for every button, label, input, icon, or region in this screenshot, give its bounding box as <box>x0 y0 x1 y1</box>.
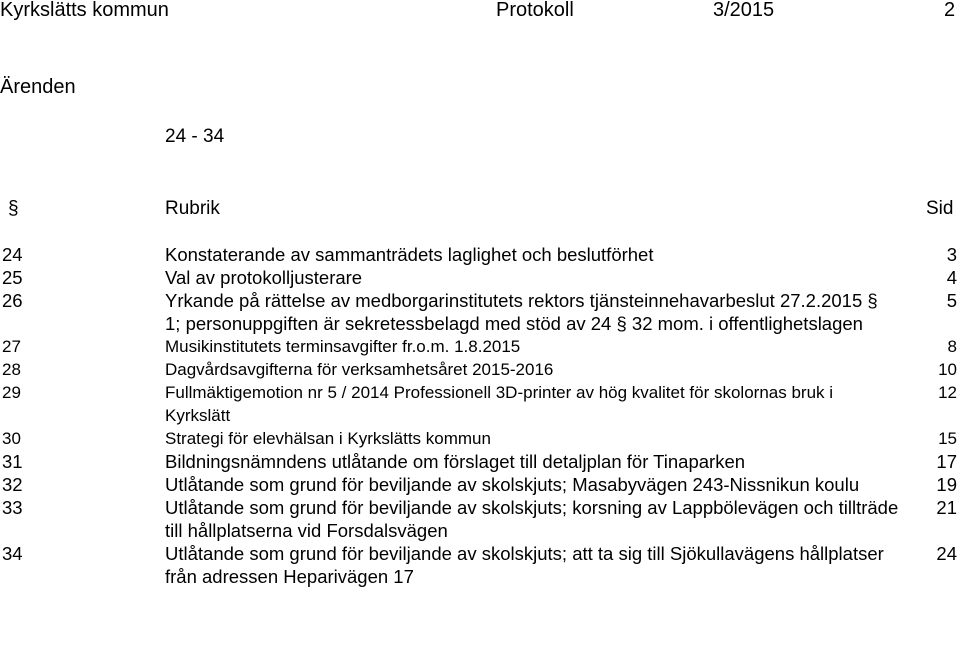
agenda-item-30[interactable] <box>0 427 960 450</box>
agenda-item-33[interactable] <box>0 496 960 542</box>
agenda-item-32[interactable] <box>0 473 960 496</box>
agenda-item-24[interactable] <box>0 243 960 266</box>
item-page: 17 <box>936 451 957 472</box>
item-number: 29 <box>2 383 21 402</box>
section-symbol-heading: § <box>8 198 19 219</box>
item-page: 10 <box>938 360 957 379</box>
municipality-name: Kyrkslätts kommun <box>0 0 169 21</box>
item-title: Utlåtande som grund för beviljande av skolskjuts; korsning av Lappbölevägen och tillträde till hållplatserna vid Forsdalsvägen <box>165 497 899 541</box>
item-number: 28 <box>2 360 21 379</box>
agenda-item-31[interactable] <box>0 450 960 473</box>
agenda-item-29[interactable] <box>0 381 960 427</box>
item-title: Dagvårdsavgifterna för verksamhetsåret 2015-2016 <box>165 360 554 379</box>
item-number: 31 <box>2 451 23 472</box>
agenda-list <box>0 243 960 588</box>
item-page: 3 <box>946 244 957 265</box>
agenda-item-26[interactable] <box>0 289 960 335</box>
item-title: Bildningsnämndens utlåtande om förslaget till detaljplan för Tinaparken <box>165 451 746 472</box>
item-title: Utlåtande som grund för beviljande av skolskjuts; att ta sig till Sjökullavägens hållplatser från adressen Heparivägen 17 <box>165 543 884 587</box>
item-page: 4 <box>946 267 957 288</box>
item-number: 32 <box>2 474 23 495</box>
issue-number: 3/2015 <box>713 0 775 21</box>
item-number: 24 <box>2 244 23 265</box>
agenda-item-25[interactable] <box>0 266 960 289</box>
item-number: 33 <box>2 497 23 518</box>
agenda-item-27[interactable] <box>0 335 960 358</box>
agenda-item-34[interactable] <box>0 542 960 588</box>
item-title: Konstaterande av sammanträdets laglighet och beslutförhet <box>165 244 654 265</box>
item-title: Yrkande på rättelse av medborgarinstitutets rektors tjänsteinnehavarbeslut 27.2.2015 § 1; personuppgiften är sekretessbelagd med stöd av 24 § 32 mom. i offentlighetslagen <box>165 290 878 334</box>
item-number: 26 <box>2 290 23 311</box>
section-range: 24 - 34 <box>165 126 225 147</box>
sid-heading: Sid <box>926 198 954 219</box>
item-page: 8 <box>947 337 957 356</box>
item-page: 24 <box>936 543 957 564</box>
item-number: 30 <box>2 429 21 448</box>
item-page: 15 <box>938 429 957 448</box>
item-page: 12 <box>938 383 957 402</box>
rubrik-heading: Rubrik <box>165 198 220 219</box>
item-title: Val av protokolljusterare <box>165 267 363 288</box>
page-number: 2 <box>944 0 956 21</box>
item-title: Musikinstitutets terminsavgifter fr.o.m. 1.8.2015 <box>165 337 521 356</box>
item-title: Utlåtande som grund för beviljande av skolskjuts; Masabyvägen 243-Nissnikun koulu <box>165 474 860 495</box>
document-type: Protokoll <box>496 0 574 21</box>
item-title: Strategi för elevhälsan i Kyrkslätts kommun <box>165 429 491 448</box>
item-number: 34 <box>2 543 23 564</box>
item-title: Fullmäktigemotion nr 5 / 2014 Professionell 3D-printer av hög kvalitet för skolornas bruk i Kyrkslätt <box>165 383 834 425</box>
page-title: Ärenden <box>0 76 76 98</box>
item-page: 21 <box>936 497 957 518</box>
item-page: 19 <box>936 474 957 495</box>
agenda-item-28[interactable] <box>0 358 960 381</box>
item-number: 27 <box>2 337 21 356</box>
item-number: 25 <box>2 267 23 288</box>
item-page: 5 <box>946 290 957 311</box>
